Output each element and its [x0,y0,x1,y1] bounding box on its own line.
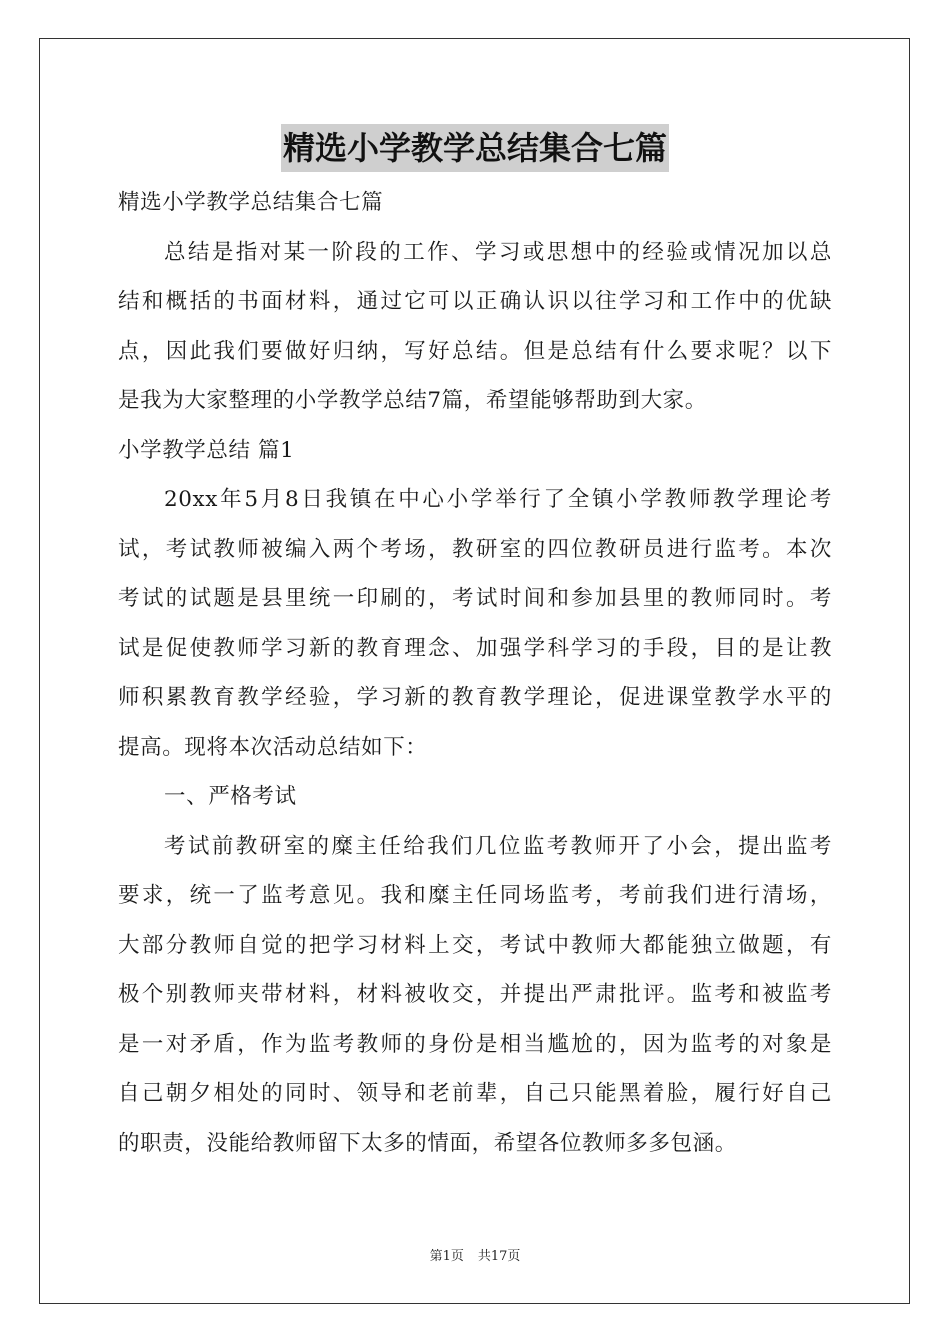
text-line: 提高。现将本次活动总结如下： [118,734,428,760]
text-line: 极个别教师夹带材料，材料被收交，并提出严肃批评。监考和被监考 [118,982,832,1007]
text-line: 是我为大家整理的小学教学总结7篇，希望能够帮助到大家。 [118,388,707,413]
text-line: 20xx年5月8日我镇在中心小学举行了全镇小学教师教学理论考 [164,487,832,512]
text-line: 试，考试教师被编入两个考场，教研室的四位教研员进行监考。本次 [118,536,832,562]
text-line: 精选小学教学总结集合七篇 [118,190,384,215]
text-line: 大部分教师自觉的把学习材料上交，考试中教师大都能独立做题，有 [118,932,832,958]
text-line: 考试的试题是县里统一印刷的，考试时间和参加县里的教师同时。考 [118,586,832,611]
text-line: 点，因此我们要做好归纳，写好总结。但是总结有什么要求呢？以下 [118,338,832,364]
text-line: 的职责，没能给教师留下太多的情面，希望各位教师多多包涵。 [118,1130,737,1156]
document-title: 精选小学教学总结集合七篇 [281,124,669,172]
text-line: 师积累教育教学经验，学习新的教育教学理论，促进课堂教学水平的 [118,685,832,710]
text-line: 一、严格考试 [164,784,297,809]
text-line: 是一对矛盾，作为监考教师的身份是相当尴尬的，因为监考的对象是 [118,1031,832,1057]
text-line: 自己朝夕相处的同时、领导和老前辈，自己只能黑着脸，履行好自己 [118,1081,832,1106]
page-footer [0,1245,950,1264]
page-number: 第1页 [429,1249,464,1264]
text-line: 结和概括的书面材料，通过它可以正确认识以往学习和工作中的优缺 [118,289,832,314]
text-line: 试是促使教师学习新的教育理念、加强学科学习的手段，目的是让教 [118,635,832,661]
title-container [0,124,950,172]
page-total: 共17页 [477,1249,521,1264]
text-line: 小学教学总结 篇1 [118,437,295,463]
text-line: 要求，统一了监考意见。我和糜主任同场监考，考前我们进行清场， [118,883,832,908]
text-line: 考试前教研室的糜主任给我们几位监考教师开了小会，提出监考 [164,833,832,859]
text-line: 总结是指对某一阶段的工作、学习或思想中的经验或情况加以总 [164,239,832,265]
document-body [118,178,832,1168]
